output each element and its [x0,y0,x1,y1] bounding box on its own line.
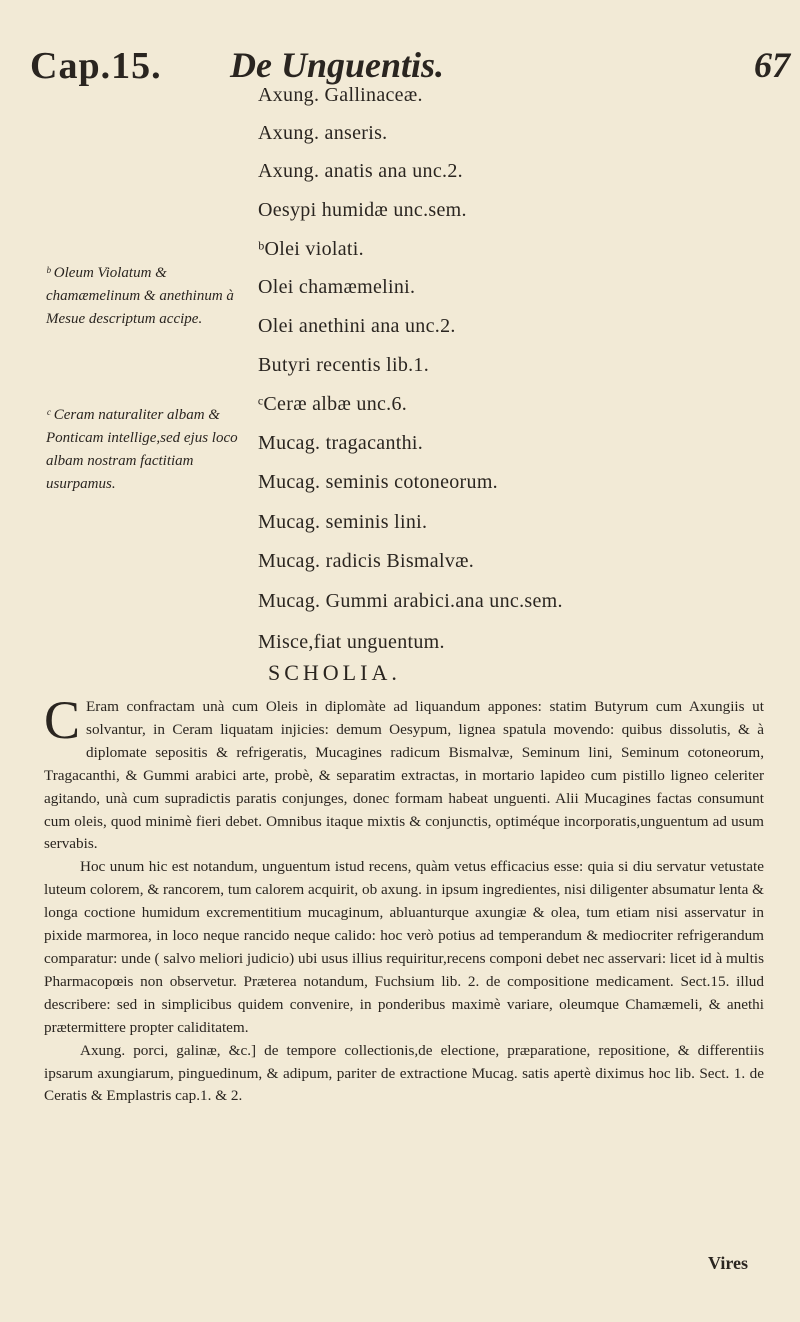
drop-cap: C [44,690,81,750]
paragraph: Hoc unum hic est notandum, unguentum istud recens, quàm vetus efficacius esse: quia si diu servatur vetustate luteum colorem, & rancorem, tum calorem acquirit, ob axung. in ipsum ingredientes, nisi diligenter absumatur lenta & longa coctione humidum excrementitium mucaginum, abluanturque axungiæ & olea, tum etiam nisi asservatur in pixide marmorea, in loco neque rancido neque calido: hoc verò potius ad temperandum & mediocriter refrigerandum comparatur: unde ( salvo meliori judicio) ubi usus illius requiritur,recens componi debet nec asservari: licet id à multis Pharmacopœis non observetur. Præterea notandum, Fuchsium lib. 2. de compositione medicament. Sect.15. illud describere: sed in simplicibus quidem convenire, in ponderibus maximè variare, oleumque Chamæmeli, & anethi prætermittere propter caliditatem. [44,858,764,1036]
recipe-line: Butyri recentis lib.1. [258,354,430,376]
running-title: De Unguentis. [230,45,445,85]
recipe-line: ᶜCeræ albæ unc.6. [258,393,408,415]
recipe-line: Mucag. seminis cotoneorum. [258,471,498,493]
recipe-line: Olei anethini ana unc.2. [258,315,456,337]
recipe-line: Axung. anseris. [258,122,388,144]
paragraph: Axung. porci, galinæ, &c.] de tempore collectionis,de electione, præparatione, repositione, & differentiis ipsarum axungiarum, pinguedinum, & adipum, pariter de extractione Mucag. satis apertè diximus hoc lib. Sect. 1. de Ceratis & Emplastris cap.1. & 2. [44,1041,764,1105]
recipe-line: ᵇOlei violati. [258,238,364,260]
recipe-line: Mucag. radicis Bismalvæ. [258,550,475,572]
paragraph [44,690,764,856]
recipe-line: Olei chamæmelini. [258,276,416,298]
recipe-line: Mucag. tragacanthi. [258,432,424,454]
recipe-line: Mucag. seminis lini. [258,511,428,533]
recipe-line: Oesypi humidæ unc.sem. [258,199,467,221]
catchword: Vires [708,1253,748,1273]
recipe-line: Axung. Gallinaceæ. [258,84,423,106]
margin-note-c: ᶜ Ceram naturaliter albam & Ponticam intellige,sed ejus loco albam nostram factitiam usurpamus. [46,407,238,492]
recipe-line: Misce,fiat unguentum. [258,631,445,653]
page-number: 67 [754,45,790,85]
margin-note-b: ᵇ Oleum Violatum & chamæmelinum & anethinum à Mesue descriptum accipe. [46,265,234,327]
recipe-line: Axung. anatis ana unc.2. [258,160,463,182]
paragraph-text: Eram confractam unà cum Oleis in diplomàte ad liquandum appones: statim Butyrum cum Axungiis ut solvantur, in Ceram liquatam injicies: demum Oesypum, lignea spatula movendo: quibus dissolutis, & à diplomate sepositis & refrigeratis, Mucagines radicum Bismalvæ, Seminum lini, Seminum cotoneorum, Tragacanthi, & Gummi arabici arte, probè, & separatim extractas, in mortario lapideo cum pistillo ligneo celeriter agitando, unà cum supradictis paratis conjunges, donec formam habeat unguenti. Alii Mucagines factas consumunt cum oleis, quod minimè fieri debet. Omnibus itaque mixtis & conjunctis, optiméque incorporatis,unguentum ad usum servabis. [44,698,764,853]
recipe-line: Mucag. Gummi arabici.ana unc.sem. [258,590,563,612]
chapter-number: Cap.15. [30,45,162,87]
scholia-text [44,690,764,1108]
section-heading: SCHOLIA. [268,660,401,685]
